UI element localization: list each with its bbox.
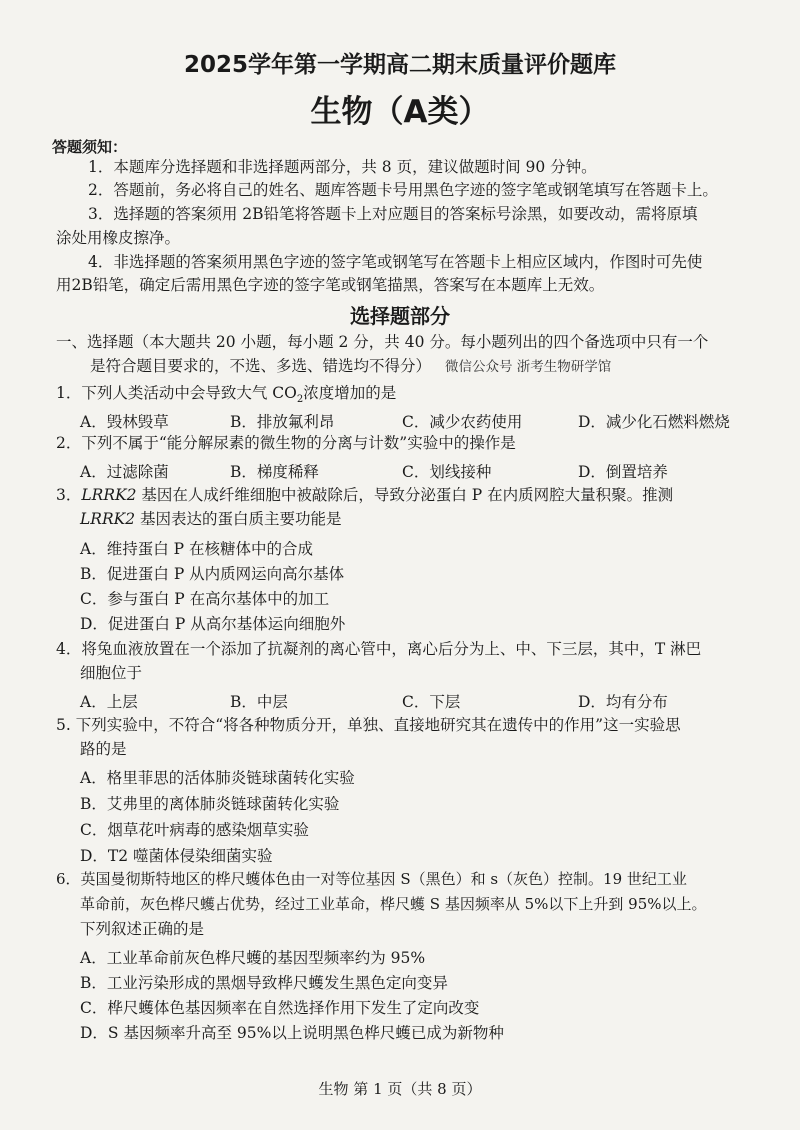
question-5-stem-line2: 路的是 [80,740,127,758]
question-4-stem-line2: 细胞位于 [80,664,143,682]
notice-item: 4．非选择题的答案须用黑色字迹的签字笔或钢笔写在答题卡上相应区域内，作图时可先使 [88,253,703,271]
question-6-stem-line2: 革命前，灰色桦尺蠖占优势，经过工业革命，桦尺蠖 S 基因频率从 5%以下上升到 95%以上。 [80,895,707,913]
option-b: B．工业污染形成的黑烟导致桦尺蠖发生黑色定向变异 [80,974,448,992]
option-d: D．T2 噬菌体侵染细菌实验 [80,847,273,865]
option-d: D．倒置培养 [578,463,668,481]
subscript: 2 [296,394,304,406]
part-intro-text: 是符合题目要求的，不选、多选、错选均不得分） [90,357,432,375]
option-d: D．均有分布 [578,693,668,711]
subject-title: 生物（A类） [310,94,490,130]
question-stem-part: 基因在人成纤维细胞中被敲除后，导致分泌蛋白 P 在内质网腔大量积聚。推测 [136,486,674,504]
question-2-stem: 2．下列不属于“能分解尿素的微生物的分离与计数”实验中的操作是 [56,434,516,452]
option-a: A．上层 [80,693,138,711]
question-6-stem-line3: 下列叙述正确的是 [80,920,205,938]
gene-name: LRRK2 [81,486,137,504]
option-c: C．划线接种 [402,463,492,481]
option-a: A．维持蛋白 P 在核糖体中的合成 [80,540,313,558]
notice-item: 2．答题前，务必将自己的姓名、题库答题卡号用黑色字迹的签字笔或钢笔填写在答题卡上。 [88,181,718,199]
option-b: B．中层 [230,693,288,711]
page-footer: 生物 第 1 页（共 8 页） [318,1080,482,1098]
option-c: C．烟草花叶病毒的感染烟草实验 [80,821,309,839]
question-stem-part: 浓度增加的是 [303,384,397,402]
option-b: B．促进蛋白 P 从内质网运向高尔基体 [80,565,345,583]
gene-name: LRRK2 [80,510,136,528]
question-stem-part: 基因表达的蛋白质主要功能是 [135,510,342,528]
option-b: B．排放氟利昂 [230,413,335,431]
option-c: C．减少农药使用 [402,413,523,431]
exam-title: 2025学年第一学期高二期末质量评价题库 [183,52,616,78]
section-title: 选择题部分 [350,304,450,328]
option-c: C．桦尺蠖体色基因频率在自然选择作用下发生了定向改变 [80,999,480,1017]
option-d: D．促进蛋白 P 从高尔基体运向细胞外 [80,615,346,633]
part-intro: 一、选择题（本大题共 20 小题，每小题 2 分，共 40 分。每小题列出的四个备选项中只有一个 [56,333,709,351]
notice-item: 3．选择题的答案须用 2B铅笔将答题卡上对应题目的答案标号涂黑，如要改动，需将原填 [88,205,698,223]
question-3-stem-line2 [80,510,342,529]
question-6-stem: 6．英国曼彻斯特地区的桦尺蠖体色由一对等位基因 S（黑色）和 s（灰色）控制。19 世纪工业 [56,870,687,888]
option-d: D．减少化石燃料燃烧 [578,413,730,431]
option-c: C．下层 [402,693,461,711]
watermark-text: 微信公众号 浙考生物研学馆 [445,359,612,375]
question-5-stem: 5. 下列实验中，不符合“将各种物质分开，单独、直接地研究其在遗传中的作用”这一实验思 [56,716,681,734]
question-3-stem [56,486,673,505]
notice-item: 1．本题库分选择题和非选择题两部分，共 8 页，建议做题时间 90 分钟。 [88,158,597,176]
question-4-stem: 4．将兔血液放置在一个添加了抗凝剂的离心管中，离心后分为上、中、下三层，其中，T 淋巴 [56,640,702,658]
question-stem-part: 1．下列人类活动中会导致大气 CO [56,384,297,402]
option-c: C．参与蛋白 P 在高尔基体中的加工 [80,590,330,608]
question-1-stem [56,384,396,406]
option-a: A．毁林毁草 [80,413,169,431]
option-b: B．梯度稀释 [230,463,319,481]
option-b: B．艾弗里的离体肺炎链球菌转化实验 [80,795,340,813]
option-a: A．过滤除菌 [80,463,169,481]
option-a: A．工业革命前灰色桦尺蠖的基因型频率约为 95% [80,949,426,967]
notice-item: 涂处用橡皮擦净。 [56,229,181,247]
question-number: 3． [56,486,82,504]
part-intro-line2 [90,357,611,376]
option-a: A．格里菲思的活体肺炎链球菌转化实验 [80,769,355,787]
notice-heading: 答题须知： [52,138,128,156]
notice-item: 用2B铅笔，确定后需用黑色字迹的签字笔或钢笔描黑，答案写在本题库上无效。 [56,276,605,294]
option-d: D．S 基因频率升高至 95%以上说明黑色桦尺蠖已成为新物种 [80,1024,504,1042]
